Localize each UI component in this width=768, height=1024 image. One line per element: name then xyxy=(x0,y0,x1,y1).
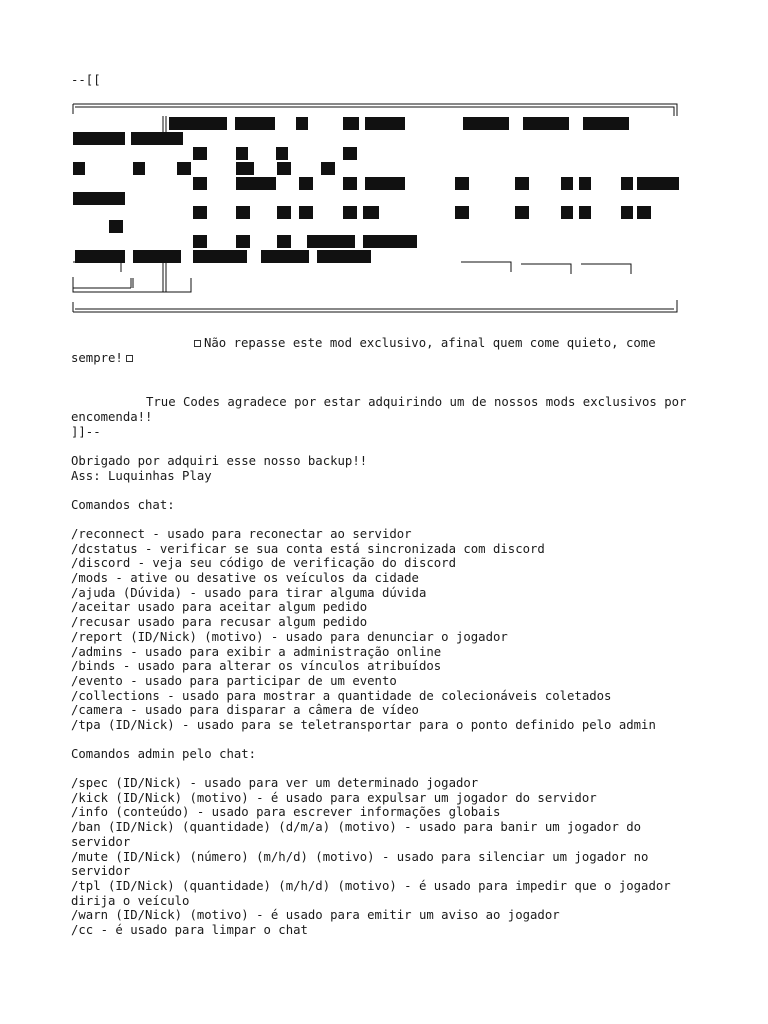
chat-command-item: /reconnect - usado para reconectar ao servidor xyxy=(71,527,412,541)
ascii-logo-art xyxy=(71,102,681,320)
chat-command-item: /aceitar usado para aceitar algum pedido xyxy=(71,600,368,615)
chat-command-item: /binds - usado para alterar os vínculos atribuídos xyxy=(71,659,442,674)
admin-commands-title: Comandos admin pelo chat: xyxy=(71,747,257,761)
admin-command-item: /spec (ID/Nick) - usado para ver um determinado jogador xyxy=(71,776,479,790)
notice-paragraph xyxy=(71,336,711,365)
chat-command-item: /admins - usado para exibir a administração online xyxy=(71,644,442,659)
admin-command-item: /mute (ID/Nick) (número) (m/h/d) (motivo) - usado para silenciar um jogador no servidor xyxy=(71,849,649,879)
square-bullet-icon xyxy=(126,355,133,362)
chat-commands-list xyxy=(71,527,656,733)
comment-open-marker: --[[ xyxy=(71,73,101,87)
admin-command-item: /cc - é usado para limpar o chat xyxy=(71,923,308,938)
admin-command-item: /info (conteúdo) - usado para escrever informações globais xyxy=(71,805,501,820)
chat-command-item: /collections - usado para mostrar a quantidade de colecionáveis coletados xyxy=(71,688,612,703)
comment-close-marker: ]]-- xyxy=(71,425,101,439)
chat-command-item: /discord - veja seu código de verificação do discord xyxy=(71,556,456,571)
chat-command-item: /tpa (ID/Nick) - usado para se teletransportar para o ponto definido pelo admin xyxy=(71,717,656,732)
chat-command-item: /recusar usado para recusar algum pedido xyxy=(71,615,368,630)
square-bullet-icon xyxy=(194,340,201,347)
admin-command-item: /ban (ID/Nick) (quantidade) (d/m/a) (motivo) - usado para banir um jogador do servidor xyxy=(71,820,642,849)
chat-command-item: /ajuda (Dúvida) - usado para tirar alguma dúvida xyxy=(71,585,427,600)
admin-commands-list xyxy=(71,776,691,938)
chat-commands-title: Comandos chat: xyxy=(71,498,175,512)
admin-command-item: /kick (ID/Nick) (motivo) - é usado para expulsar um jogador do servidor xyxy=(71,790,597,805)
chat-command-item: /mods - ative ou desative os veículos da cidade xyxy=(71,571,419,586)
admin-command-item: /warn (ID/Nick) (motivo) - é usado para emitir um aviso ao jogador xyxy=(71,908,560,923)
backup-message: Obrigado por adquiri esse nosso backup!! xyxy=(71,454,368,468)
thanks-paragraph: True Codes agradece por estar adquirindo um de nossos mods exclusivos por encomenda!! xyxy=(71,395,687,424)
chat-command-item: /report (ID/Nick) (motivo) - usado para denunciar o jogador xyxy=(71,629,508,644)
notice-text: Não repasse este mod exclusivo, afinal quem come quieto, come sempre! xyxy=(71,336,656,365)
admin-command-item: /tpl (ID/Nick) (quantidade) (m/h/d) (motivo) - é usado para impedir que o jogador dirija o veículo xyxy=(71,878,671,908)
chat-command-item: /evento - usado para participar de um evento xyxy=(71,673,397,688)
chat-command-item: /dcstatus - verificar se sua conta está sincronizada com discord xyxy=(71,541,545,556)
chat-command-item: /camera - usado para disparar a câmera de vídeo xyxy=(71,703,419,718)
signature: Ass: Luquinhas Play xyxy=(71,469,212,483)
